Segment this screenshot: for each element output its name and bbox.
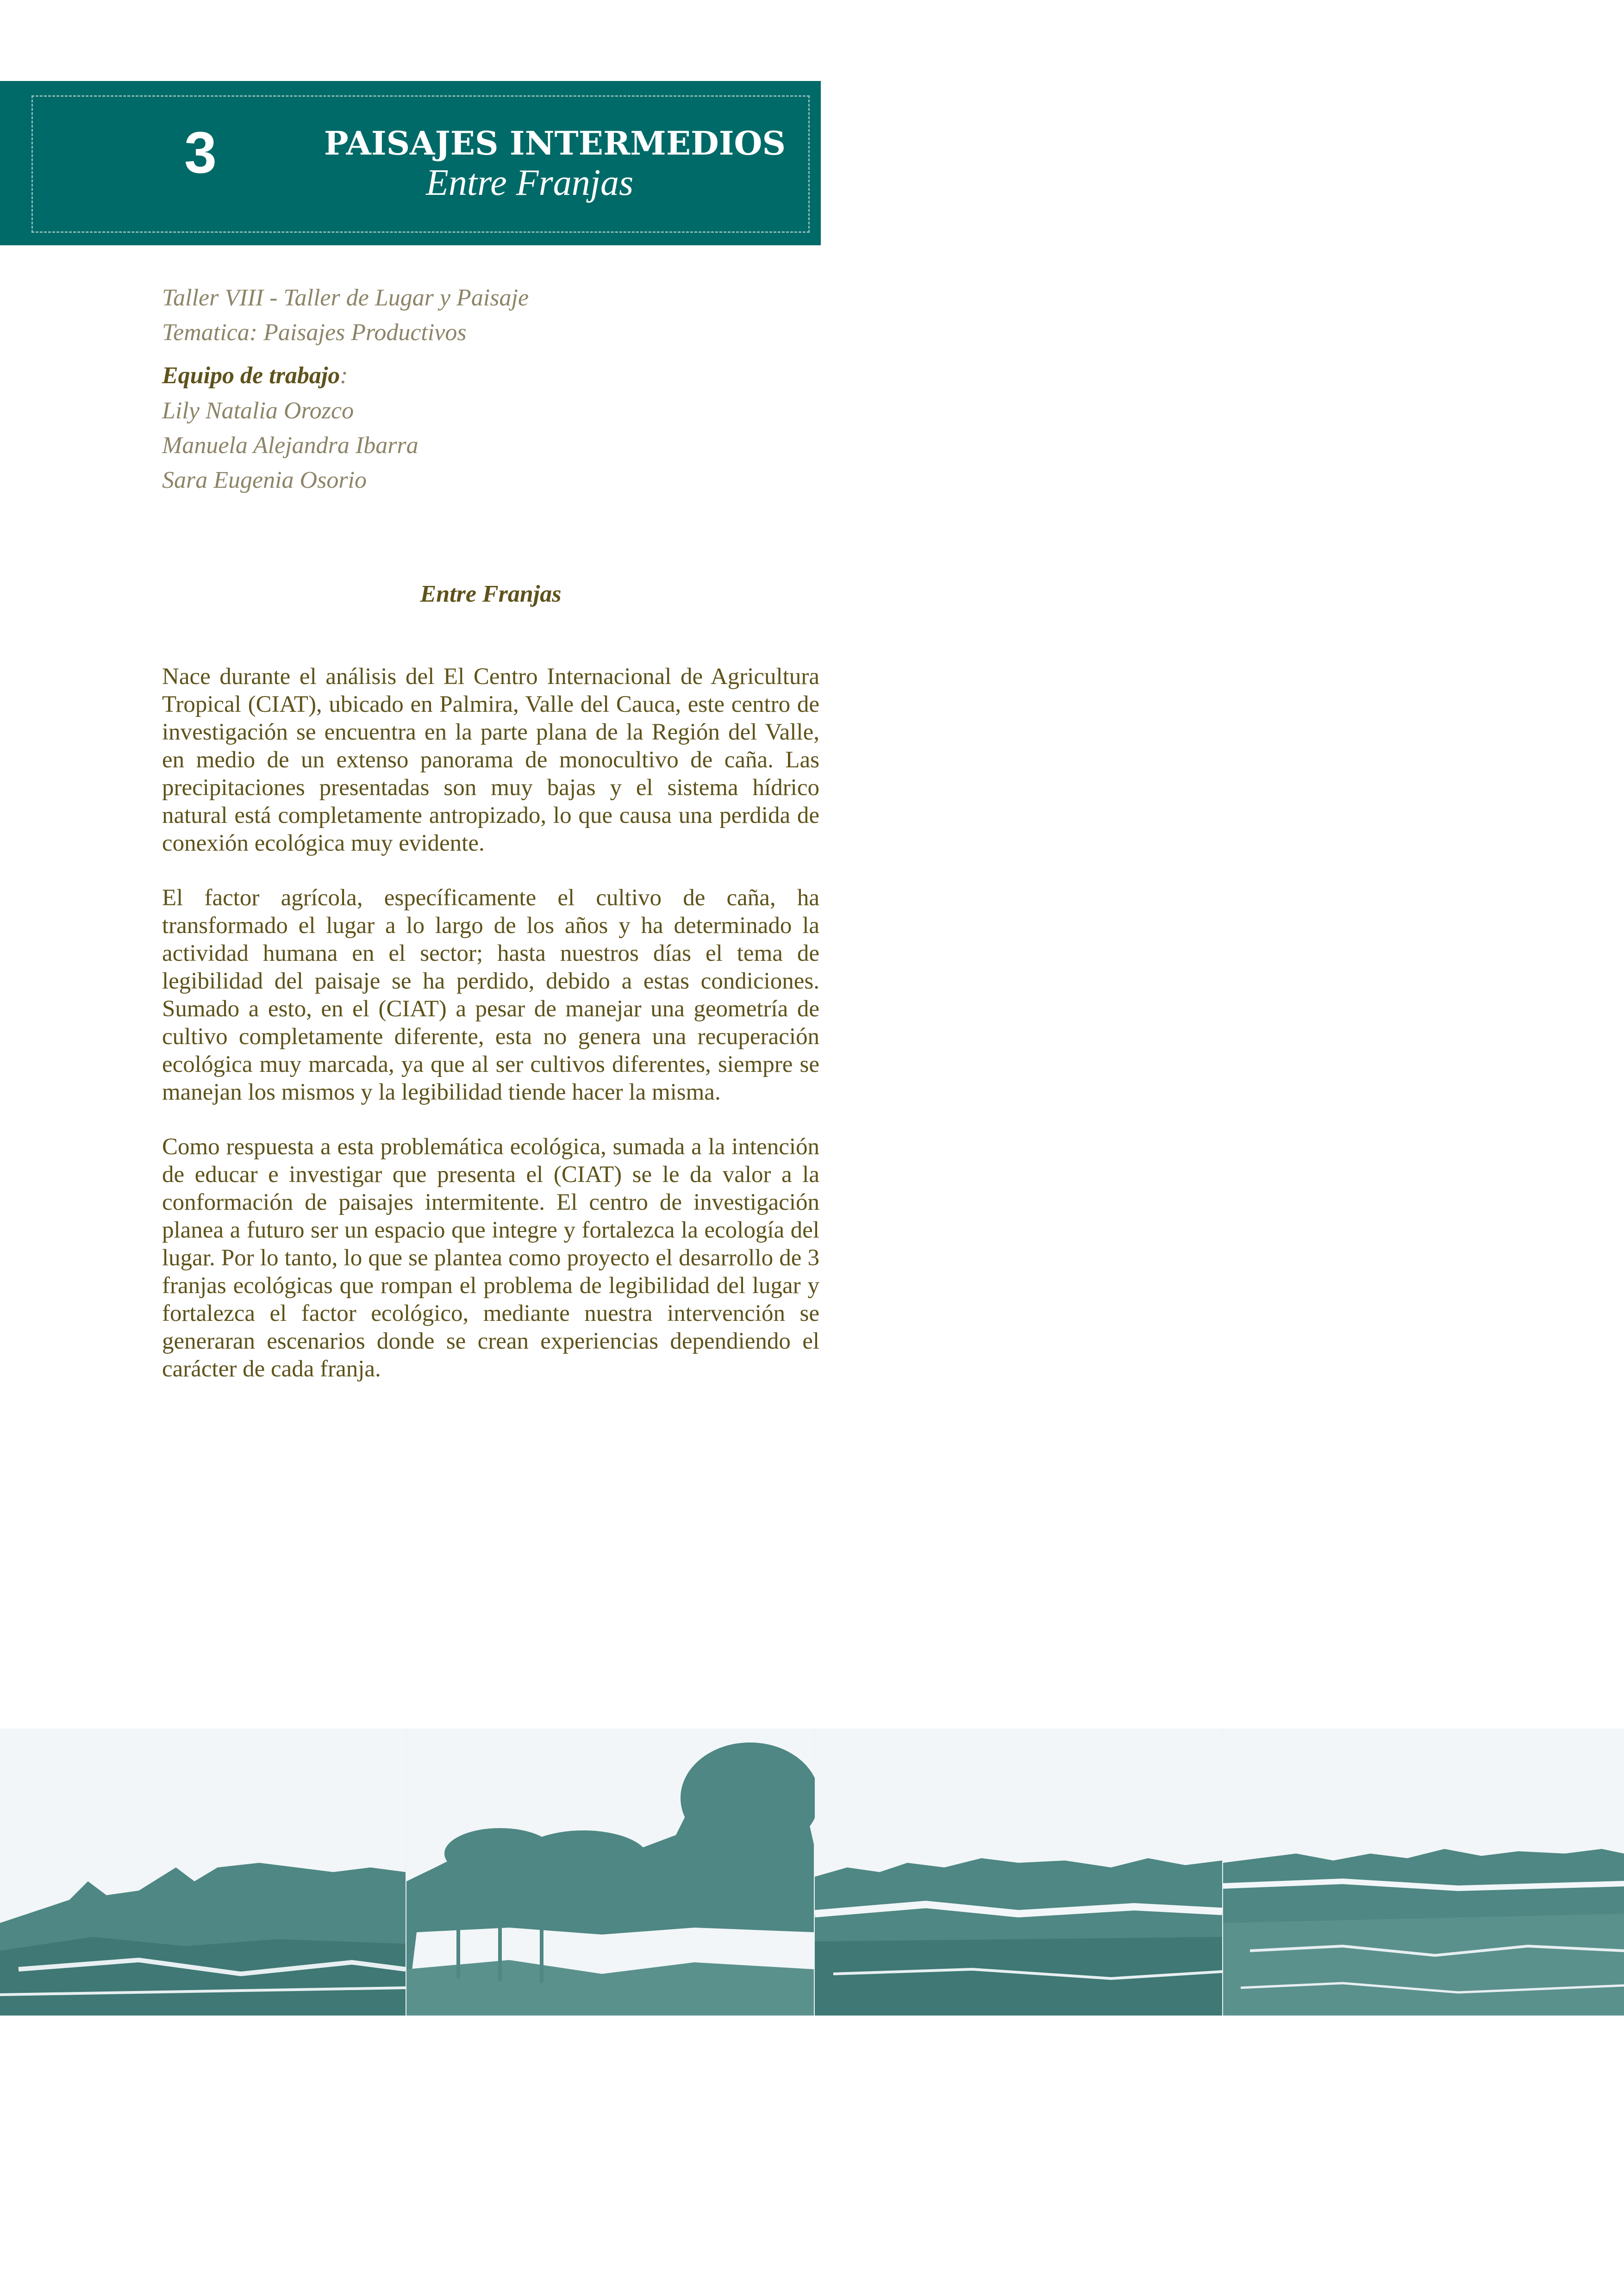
theme-line: Tematica: Paisajes Productivos [162,319,467,346]
body-paragraph: Nace durante el análisis del El Centro Internacional de Agricultura Tropical (CIAT), ubicado en Palmira, Valle del Cauca, este centro de investigación se encuentra en la parte plana de la Región del Valle, en medio de un extenso panorama de monocultivo de caña. Las precipitaciones presentadas son muy bajas y el sistema hídrico natural está completamente antropizado, lo que causa una perdida de conexión ecológica muy evidente. [162,664,819,856]
landscape-photo-3 [815,1729,1222,2016]
landscape-photo-4 [1223,1729,1624,2016]
landscape-photo-2 [406,1729,819,2016]
body-paragraph: Como respuesta a esta problemática ecológica, sumada a la intención de educar e investigar que presenta el (CIAT) se le da valor a la conformación de paisajes intermitente. El centro de investigación planea a futuro ser un espacio que integre y fortalezca la ecología del lugar. Por lo tanto, lo que se plantea como proyecto el desarrollo de 3 franjas ecológicas que rompan el problema de legibilidad del lugar y fortalezca el factor ecológico, mediante nuestra intervención se generaran escenarios donde se crean experiencias dependiendo el carácter de cada franja. [162,1134,819,1382]
team-member: Sara Eugenia Osorio [162,467,367,493]
header-dashed-frame [31,95,810,233]
body-text [162,663,819,1410]
section-title: Entre Franjas [420,581,562,607]
chapter-number: 3 [184,120,217,185]
body-paragraph: El factor agrícola, específicamente el cultivo de caña, ha transformado el lugar a lo largo de los años y ha determinado la actividad humana en el sector; hasta nuestros días el tema de legibilidad del paisaje se ha perdido, debido a estas condiciones. Sumado a esto, en el (CIAT) a pesar de manejar una geometría de cultivo completamente diferente, esta no genera una recuperación ecológica muy marcada, ya que al ser cultivos diferentes, siempre se manejan los mismos y la legibilidad tiende hacer la misma. [162,885,819,1105]
team-heading [162,364,348,388]
team-member: Lily Natalia Orozco [162,398,354,424]
chapter-header-band [0,81,821,245]
team-member: Manuela Alejandra Ibarra [162,432,418,459]
team-heading-label: Equipo de trabajo [162,362,340,389]
landscape-photo-strip [0,1729,1624,2016]
landscape-photo-1 [0,1729,406,2016]
workshop-line: Taller VIII - Taller de Lugar y Paisaje [162,285,529,311]
chapter-title: PAISAJES INTERMEDIOS [324,124,786,162]
chapter-subtitle: Entre Franjas [426,162,634,203]
team-heading-colon: : [340,362,348,389]
